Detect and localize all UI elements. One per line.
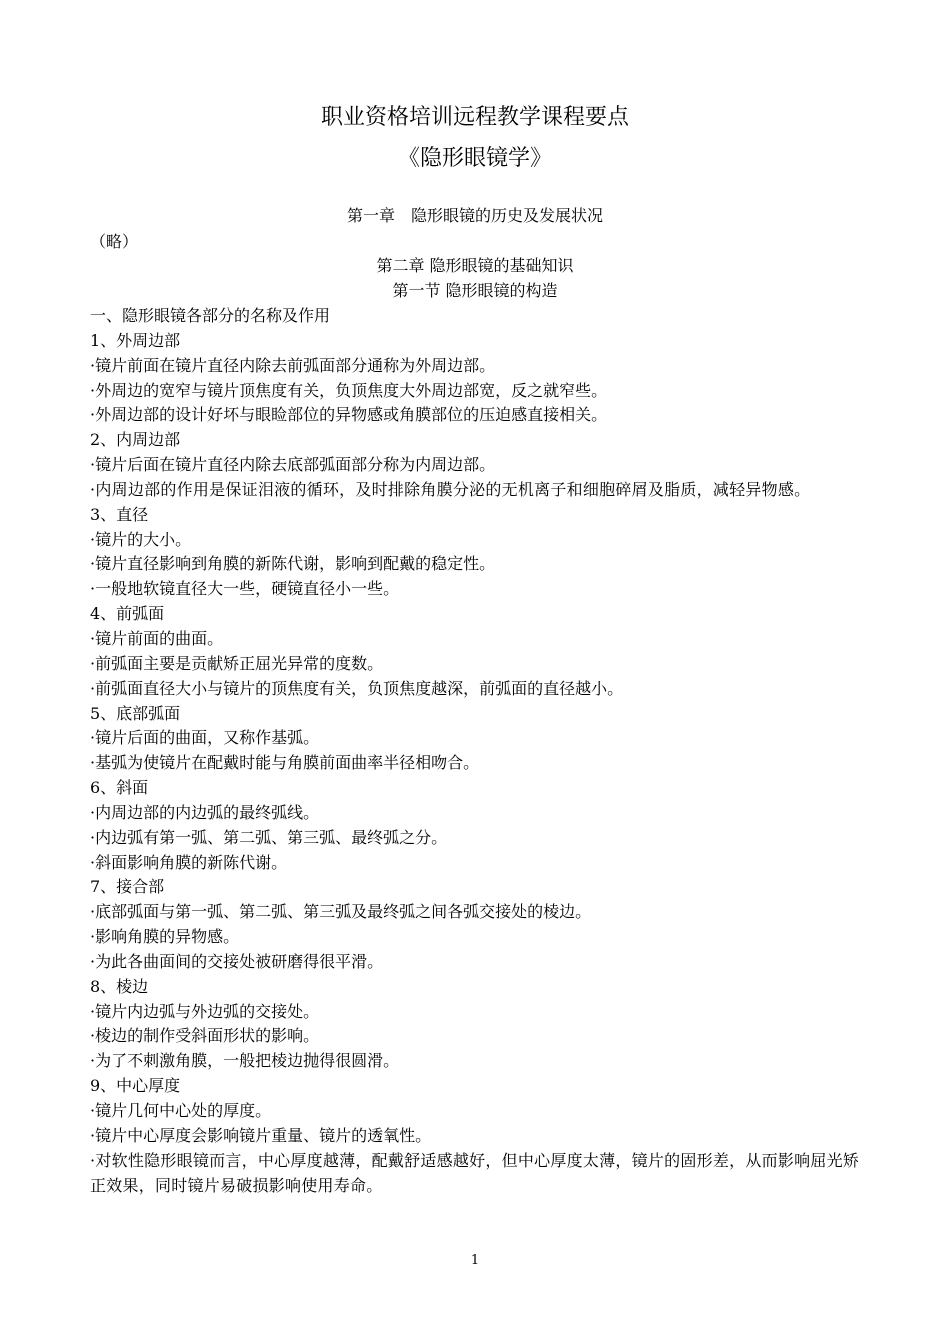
bullet-line: ·内边弧有第一弧、第二弧、第三弧、最终弧之分。	[90, 827, 448, 847]
item-heading: 3、直径	[90, 504, 149, 524]
page-number: 1	[470, 1253, 480, 1268]
bullet-line: ·镜片内边弧与外边弧的交接处。	[90, 1001, 320, 1021]
bullet-paragraph: ·内周边部的作用是保证泪液的循环，及时排除角膜分泌的无机离子和细胞碎屑及脂质，减轻异物感。	[90, 479, 811, 499]
bullet-paragraph: ·对软性隐形眼镜而言，中心厚度越薄，配戴舒适感越好，但中心厚度太薄，镜片的固形差，从而影响屈光矫正效果，同时镜片易破损影响使用寿命。	[90, 1150, 860, 1195]
document-title: 职业资格培训远程教学课程要点	[320, 105, 629, 130]
item-heading: 7、接合部	[90, 877, 165, 897]
bullet-line: ·为了不刺激角膜，一般把棱边抛得很圆滑。	[90, 1051, 400, 1071]
bullet-line: ·镜片直径影响到角膜的新陈代谢，影响到配戴的稳定性。	[90, 554, 496, 574]
item-heading: 8、棱边	[90, 976, 149, 996]
body-text	[90, 304, 862, 1198]
section-1-heading: 第一节 隐形眼镜的构造	[392, 281, 558, 300]
item-heading: 4、前弧面	[90, 604, 165, 624]
chapter-1-note: （略）	[90, 232, 139, 251]
chapter-2-heading: 第二章 隐形眼镜的基础知识	[376, 256, 574, 275]
bullet-line: ·镜片前面在镜片直径内除去前弧面部分通称为外周边部。	[90, 355, 496, 375]
bullet-line: ·前弧面主要是贡献矫正屈光异常的度数。	[90, 653, 384, 673]
bullet-line: ·前弧面直径大小与镜片的顶焦度有关，负顶焦度越深，前弧面的直径越小。	[90, 678, 624, 698]
bullet-line: ·底部弧面与第一弧、第二弧、第三弧及最终弧之间各弧交接处的棱边。	[90, 902, 592, 922]
item-heading: 2、内周边部	[90, 430, 181, 450]
bullet-line: ·影响角膜的异物感。	[90, 927, 240, 947]
bullet-line: ·镜片后面在镜片直径内除去底部弧面部分称为内周边部。	[90, 455, 496, 475]
item-heading: 1、外周边部	[90, 330, 181, 350]
bullet-line: ·镜片后面的曲面，又称作基弧。	[90, 728, 320, 748]
bullet-line: ·一般地软镜直径大一些，硬镜直径小一些。	[90, 579, 400, 599]
bullet-line: ·内周边部的内边弧的最终弧线。	[90, 802, 320, 822]
item-heading: 6、斜面	[90, 778, 149, 798]
bullet-line: ·镜片几何中心处的厚度。	[90, 1101, 272, 1120]
document-subtitle: 《隐形眼镜学》	[397, 146, 552, 171]
item-heading: 9、中心厚度	[90, 1076, 181, 1096]
bullet-line: ·棱边的制作受斜面形状的影响。	[90, 1026, 320, 1046]
bullet-line: ·镜片中心厚度会影响镜片重量、镜片的透氧性。	[90, 1125, 432, 1145]
chapter-1-heading: 第一章 隐形眼镜的历史及发展状况	[346, 206, 603, 225]
bullet-line: ·基弧为使镜片在配戴时能与角膜前面曲率半径相吻合。	[90, 753, 480, 773]
bullet-line: ·镜片前面的曲面。	[90, 628, 224, 648]
bullet-line: ·斜面影响角膜的新陈代谢。	[90, 852, 288, 872]
bullet-line: ·外周边部的设计好坏与眼睑部位的异物感或角膜部位的压迫感直接相关。	[90, 405, 608, 425]
bullet-line: ·为此各曲面间的交接处被研磨得很平滑。	[90, 951, 384, 971]
part-heading: 一、隐形眼镜各部分的名称及作用	[90, 306, 331, 325]
bullet-line: ·外周边的宽窄与镜片顶焦度有关，负顶焦度大外周边部宽，反之就窄些。	[90, 380, 608, 400]
item-heading: 5、底部弧面	[90, 703, 181, 723]
bullet-line: ·镜片的大小。	[90, 529, 192, 549]
